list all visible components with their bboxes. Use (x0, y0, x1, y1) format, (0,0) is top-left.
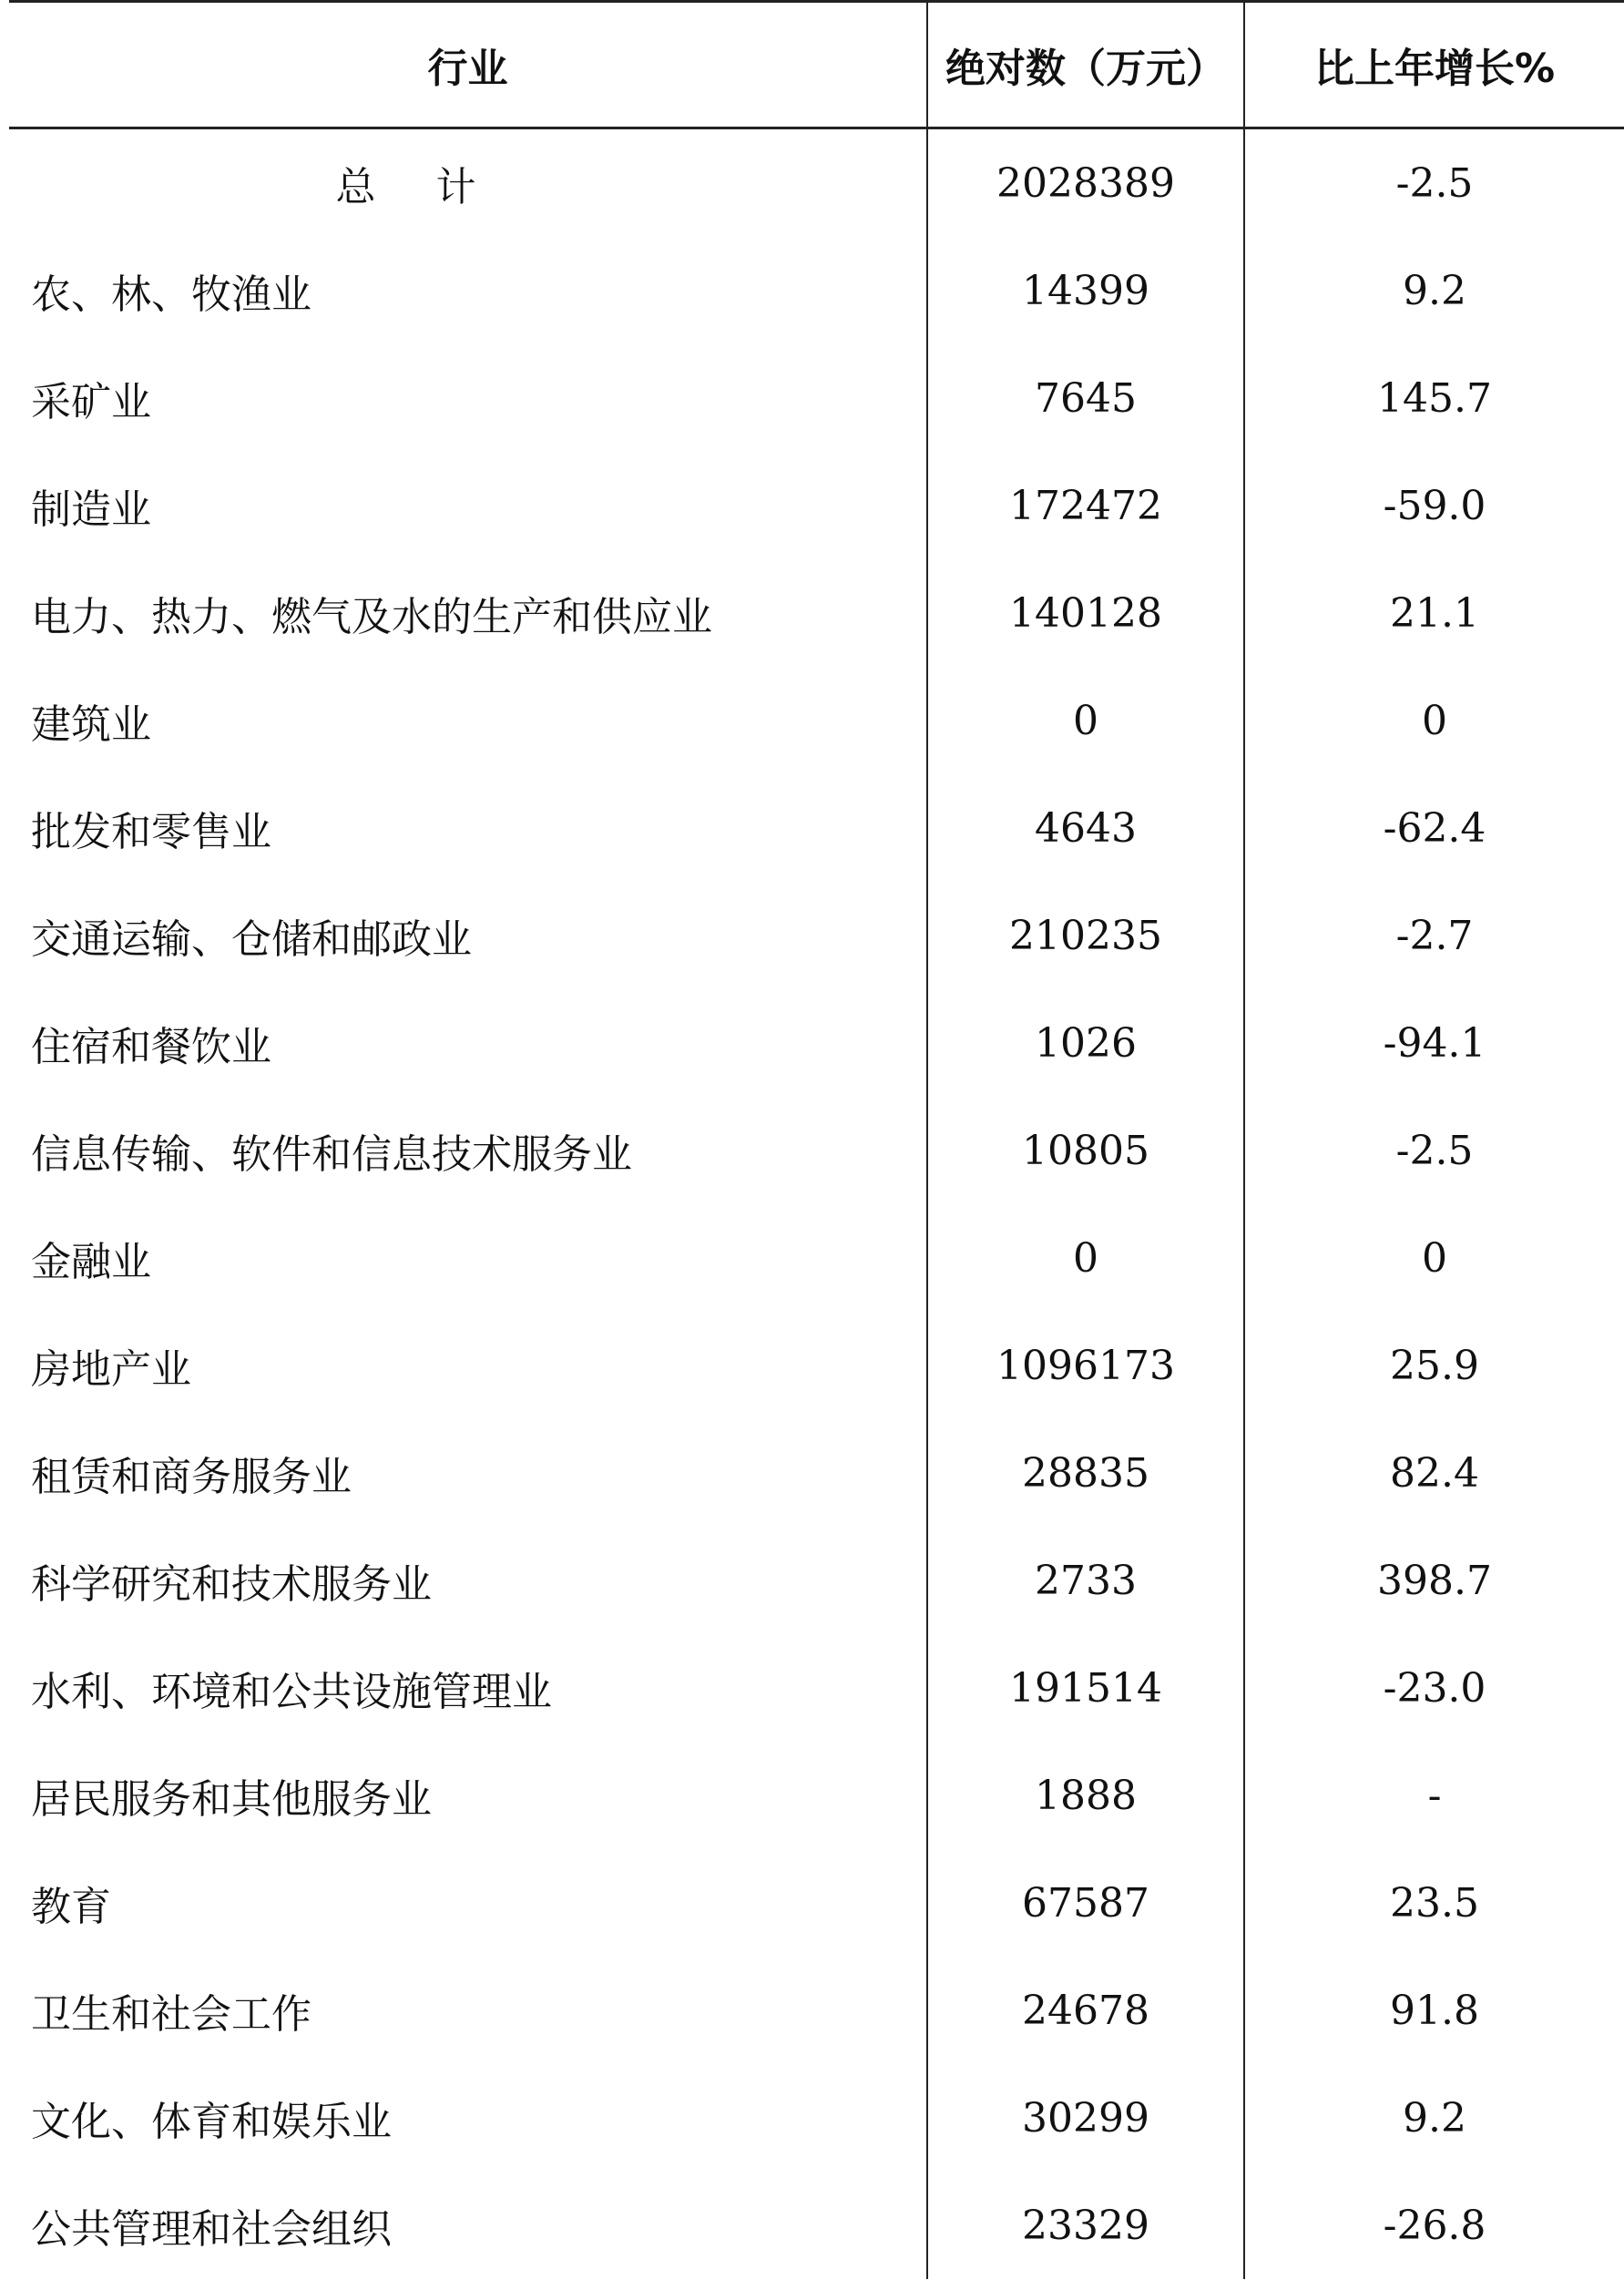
growth-cell: -23.0 (1244, 1634, 1624, 1742)
industry-cell: 水利、环境和公共设施管理业 (31, 1669, 552, 1715)
header-growth: 比上年增长% (1244, 2, 1624, 128)
table-row (9, 2172, 1624, 2279)
industry-table-container (9, 0, 1624, 2290)
table-row (9, 344, 1624, 452)
value-cell: 2733 (927, 1527, 1244, 1634)
table-row (9, 1742, 1624, 1849)
value-cell: 1026 (927, 989, 1244, 1097)
table-row (9, 1204, 1624, 1312)
industry-cell: 公共管理和社会组织 (31, 2206, 392, 2253)
growth-cell: -2.5 (1244, 1097, 1624, 1204)
industry-cell: 居民服务和其他服务业 (31, 1776, 432, 1823)
table-row (9, 2064, 1624, 2172)
value-cell: 172472 (927, 452, 1244, 559)
table-row (9, 1097, 1624, 1204)
table-row (9, 1527, 1624, 1634)
table-row (9, 667, 1624, 774)
value-cell: 210235 (927, 882, 1244, 989)
table-body (9, 128, 1624, 2280)
table-row (9, 1849, 1624, 1957)
value-cell: 24678 (927, 1957, 1244, 2064)
table-row (9, 882, 1624, 989)
industry-cell: 卫生和社会工作 (31, 1991, 312, 2038)
header-absolute-value: 绝对数（万元） (927, 2, 1244, 128)
industry-cell: 采矿业 (31, 379, 151, 425)
industry-cell: 总 计 (335, 164, 500, 210)
growth-cell: 91.8 (1244, 1957, 1624, 2064)
growth-cell: -2.5 (1244, 128, 1624, 238)
value-cell: 30299 (927, 2064, 1244, 2172)
growth-cell: -2.7 (1244, 882, 1624, 989)
table-row (9, 452, 1624, 559)
industry-table (9, 0, 1624, 2279)
growth-cell: -62.4 (1244, 774, 1624, 882)
value-cell: 0 (927, 1204, 1244, 1312)
header-industry: 行业 (9, 2, 927, 128)
growth-cell: 21.1 (1244, 559, 1624, 667)
value-cell: 23329 (927, 2172, 1244, 2279)
value-cell: 10805 (927, 1097, 1244, 1204)
value-cell: 4643 (927, 774, 1244, 882)
growth-cell: - (1244, 1742, 1624, 1849)
value-cell: 0 (927, 667, 1244, 774)
growth-cell: 82.4 (1244, 1419, 1624, 1527)
industry-cell: 租赁和商务服务业 (31, 1454, 352, 1500)
industry-cell: 信息传输、软件和信息技术服务业 (31, 1131, 632, 1178)
growth-cell: 9.2 (1244, 2064, 1624, 2172)
industry-cell: 建筑业 (31, 701, 151, 748)
growth-cell: -59.0 (1244, 452, 1624, 559)
growth-cell: 9.2 (1244, 237, 1624, 344)
table-header-row (9, 2, 1624, 128)
value-cell: 140128 (927, 559, 1244, 667)
industry-cell: 住宿和餐饮业 (31, 1024, 271, 1070)
industry-cell: 文化、体育和娱乐业 (31, 2099, 392, 2145)
growth-cell: 398.7 (1244, 1527, 1624, 1634)
industry-cell: 电力、热力、燃气及水的生产和供应业 (31, 594, 712, 640)
growth-cell: -94.1 (1244, 989, 1624, 1097)
industry-cell: 金融业 (31, 1239, 151, 1285)
table-row-total (9, 128, 1624, 238)
growth-cell: 23.5 (1244, 1849, 1624, 1957)
industry-cell: 教育 (31, 1884, 111, 1930)
value-cell: 28835 (927, 1419, 1244, 1527)
value-cell: 1096173 (927, 1312, 1244, 1419)
table-row (9, 559, 1624, 667)
table-row (9, 989, 1624, 1097)
growth-cell: 145.7 (1244, 344, 1624, 452)
growth-cell: 0 (1244, 1204, 1624, 1312)
table-row (9, 1634, 1624, 1742)
table-row (9, 1957, 1624, 2064)
value-cell: 1888 (927, 1742, 1244, 1849)
industry-cell: 科学研究和技术服务业 (31, 1561, 432, 1608)
table-row (9, 1419, 1624, 1527)
industry-cell: 农、林、牧渔业 (31, 271, 312, 318)
table-row (9, 774, 1624, 882)
growth-cell: 25.9 (1244, 1312, 1624, 1419)
industry-cell: 批发和零售业 (31, 809, 271, 855)
industry-cell: 交通运输、仓储和邮政业 (31, 916, 472, 963)
industry-cell: 制造业 (31, 486, 151, 533)
value-cell: 2028389 (927, 128, 1244, 238)
growth-cell: 0 (1244, 667, 1624, 774)
growth-cell: -26.8 (1244, 2172, 1624, 2279)
table-row (9, 1312, 1624, 1419)
value-cell: 7645 (927, 344, 1244, 452)
table-row (9, 237, 1624, 344)
value-cell: 14399 (927, 237, 1244, 344)
value-cell: 67587 (927, 1849, 1244, 1957)
industry-cell: 房地产业 (31, 1346, 191, 1393)
value-cell: 191514 (927, 1634, 1244, 1742)
